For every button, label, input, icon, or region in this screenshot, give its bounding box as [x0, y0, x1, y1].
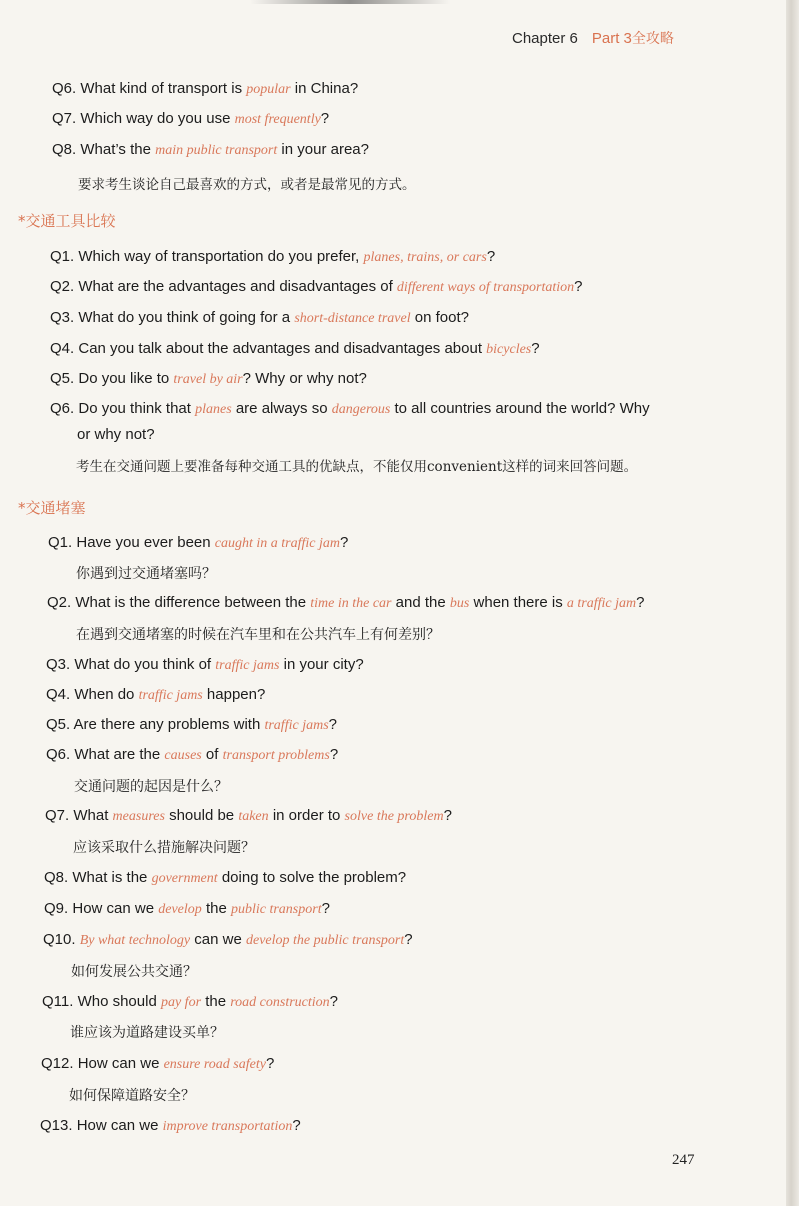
translation: 你遇到过交通堵塞吗？ [76, 566, 216, 582]
question-text: ? [265, 1055, 275, 1072]
question-text: the [205, 900, 227, 917]
keyword: transport problems [222, 748, 330, 763]
question-text: happen? [206, 686, 266, 703]
page-edge [786, 0, 799, 1206]
question-s2-q5 [50, 370, 367, 389]
question-text: in order to [272, 807, 341, 824]
question-number: Q6. [52, 80, 77, 97]
section-title-traffic-jam: *交通堵塞 [18, 499, 86, 517]
keyword: planes, trains, or cars [363, 250, 487, 265]
question-s3-q3 [46, 656, 364, 675]
question-number: Q2. [47, 594, 72, 611]
keyword: government [151, 871, 218, 886]
question-text: Which way do you use [80, 110, 231, 127]
keyword: traffic jams [215, 658, 280, 673]
question-text: ? [320, 110, 330, 127]
question-text: What [73, 807, 109, 824]
translation: 应该采取什么措施解决问题？ [73, 840, 255, 856]
question-number: Q1. [50, 248, 75, 265]
question-text: Can you talk about the advantages and disadvantages about [78, 340, 482, 357]
question-text: ? [340, 534, 349, 551]
question-number: Q1. [48, 534, 73, 551]
translation: 在遇到交通堵塞的时候在汽车里和在公共汽车上有何差别？ [76, 627, 440, 643]
question-text: ? [574, 278, 583, 295]
page-number: 247 [672, 1152, 695, 1168]
question-number: Q8. [44, 869, 69, 886]
question-number: Q4. [46, 686, 71, 703]
translation: 谁应该为道路建设买单？ [70, 1025, 224, 1041]
keyword: measures [112, 809, 165, 824]
examiner-note: 要求考生谈论自己最喜欢的方式，或者是最常见的方式。 [78, 177, 416, 193]
question-text: to all countries around the world? Why [394, 400, 650, 417]
question-text: ? [404, 931, 413, 948]
keyword: public transport [230, 902, 322, 917]
keyword: traffic jams [138, 688, 203, 703]
question-text: are always so [235, 400, 328, 417]
question-text: in your area? [281, 141, 369, 158]
keyword: solve the problem [344, 809, 444, 824]
keyword: By what technology [79, 933, 191, 948]
question-number: Q9. [44, 900, 69, 917]
running-header [512, 28, 674, 48]
question-text: ? [636, 594, 645, 611]
question-s2-q6 [50, 400, 650, 419]
question-text: of [205, 746, 219, 763]
question-text: in your city? [283, 656, 364, 673]
question-b1-q6 [52, 80, 358, 99]
question-number: Q6. [46, 746, 71, 763]
keyword: most frequently [234, 112, 321, 127]
question-s3-q2 [47, 594, 644, 613]
question-s3-q13 [40, 1117, 301, 1136]
keyword: travel by air [173, 372, 243, 387]
question-text: How can we [77, 1055, 160, 1072]
question-text: when there is [473, 594, 563, 611]
chapter-label: Chapter 6 [512, 30, 578, 47]
question-text: Do you like to [78, 370, 170, 387]
question-number: Q8. [52, 141, 77, 158]
question-number: Q12. [41, 1055, 74, 1072]
question-number: Q7. [52, 110, 77, 127]
keyword: causes [164, 748, 202, 763]
question-number: Q11. [42, 993, 74, 1010]
keyword: pay for [160, 995, 202, 1010]
question-s3-q12 [41, 1055, 274, 1074]
question-text: can we [194, 931, 242, 948]
question-text: ? [321, 900, 330, 917]
question-number: Q7. [45, 807, 70, 824]
question-number: Q13. [40, 1117, 73, 1134]
question-text: What is the [72, 869, 148, 886]
keyword: a traffic jam [566, 596, 637, 611]
question-text: the [205, 993, 227, 1010]
question-number: Q3. [46, 656, 71, 673]
translation: 如何发展公共交通？ [71, 964, 197, 980]
question-text: on foot? [414, 309, 469, 326]
keyword: short-distance travel [294, 311, 411, 326]
question-s3-q1 [48, 534, 348, 553]
question-s2-q3 [50, 309, 469, 328]
question-text: ? [292, 1117, 301, 1134]
question-text: What do you think of [74, 656, 212, 673]
question-text: ? [328, 716, 337, 733]
question-number: Q5. [50, 370, 75, 387]
question-s3-q10 [43, 931, 413, 950]
question-text: Which way of transportation do you prefer, [78, 248, 360, 265]
keyword: bus [449, 596, 470, 611]
question-b1-q8 [52, 141, 369, 160]
examiner-note: 考生在交通问题上要准备每种交通工具的优缺点，不能仅用convenient这样的词来回答问题。 [76, 459, 638, 475]
question-text: ? [329, 746, 339, 763]
question-text: What are the [74, 746, 161, 763]
question-s2-q6-cont: or why not? [77, 426, 155, 443]
binding-shadow [250, 0, 450, 4]
part-label: Part 3 [591, 30, 632, 47]
keyword: develop the public transport [246, 933, 405, 948]
keyword: ensure road safety [163, 1057, 266, 1072]
question-text: Are there any problems with [73, 716, 261, 733]
question-s2-q2 [50, 278, 582, 297]
question-number: Q5. [46, 716, 71, 733]
keyword: popular [246, 82, 291, 97]
keyword: traffic jams [264, 718, 329, 733]
keyword: bicycles [486, 342, 532, 357]
question-text: What do you think of going for a [78, 309, 291, 326]
question-number: Q2. [50, 278, 75, 295]
question-s3-q7 [45, 807, 452, 826]
question-number: Q6. [50, 400, 75, 417]
question-s3-q4 [46, 686, 265, 705]
question-b1-q7 [52, 110, 329, 129]
keyword: improve transportation [162, 1119, 293, 1134]
question-s3-q8 [44, 869, 406, 888]
keyword: develop [158, 902, 202, 917]
question-s3-q5 [46, 716, 337, 735]
question-text: How can we [72, 900, 155, 917]
question-text: How can we [76, 1117, 159, 1134]
question-text: doing to solve the problem? [221, 869, 407, 886]
question-text: What kind of transport is [80, 80, 243, 97]
keyword: taken [238, 809, 269, 824]
question-s2-q1 [50, 248, 495, 267]
keyword: different ways of transportation [396, 280, 575, 295]
question-s3-q11 [42, 993, 338, 1012]
keyword: dangerous [331, 402, 391, 417]
keyword: planes [195, 402, 232, 417]
question-text: ? Why or why not? [242, 370, 367, 387]
question-s2-q4 [50, 340, 540, 359]
question-text: should be [169, 807, 235, 824]
question-text: Do you think that [78, 400, 191, 417]
question-number: Q4. [50, 340, 75, 357]
question-text: ? [329, 993, 338, 1010]
question-s3-q9 [44, 900, 330, 919]
question-text: Have you ever been [76, 534, 211, 551]
keyword: caught in a traffic jam [214, 536, 341, 551]
question-text: ? [531, 340, 540, 357]
question-text: What are the advantages and disadvantages of [78, 278, 393, 295]
question-text: What is the difference between the [75, 594, 307, 611]
question-s3-q6 [46, 746, 338, 765]
question-text: What’s the [80, 141, 151, 158]
question-text: ? [486, 248, 496, 265]
translation: 如何保障道路安全？ [69, 1088, 195, 1104]
question-number: Q3. [50, 309, 75, 326]
question-text: ? [443, 807, 452, 824]
translation: 交通问题的起因是什么？ [74, 779, 228, 795]
part-label-zh: 全攻略 [631, 31, 674, 47]
keyword: main public transport [155, 143, 278, 158]
keyword: road construction [230, 995, 330, 1010]
question-text: When do [74, 686, 135, 703]
question-text: Who should [77, 993, 157, 1010]
question-text: in China? [294, 80, 359, 97]
section-title-comparison: *交通工具比较 [18, 212, 116, 230]
question-number: Q10. [43, 931, 76, 948]
keyword: time in the car [310, 596, 392, 611]
question-text: and the [395, 594, 446, 611]
